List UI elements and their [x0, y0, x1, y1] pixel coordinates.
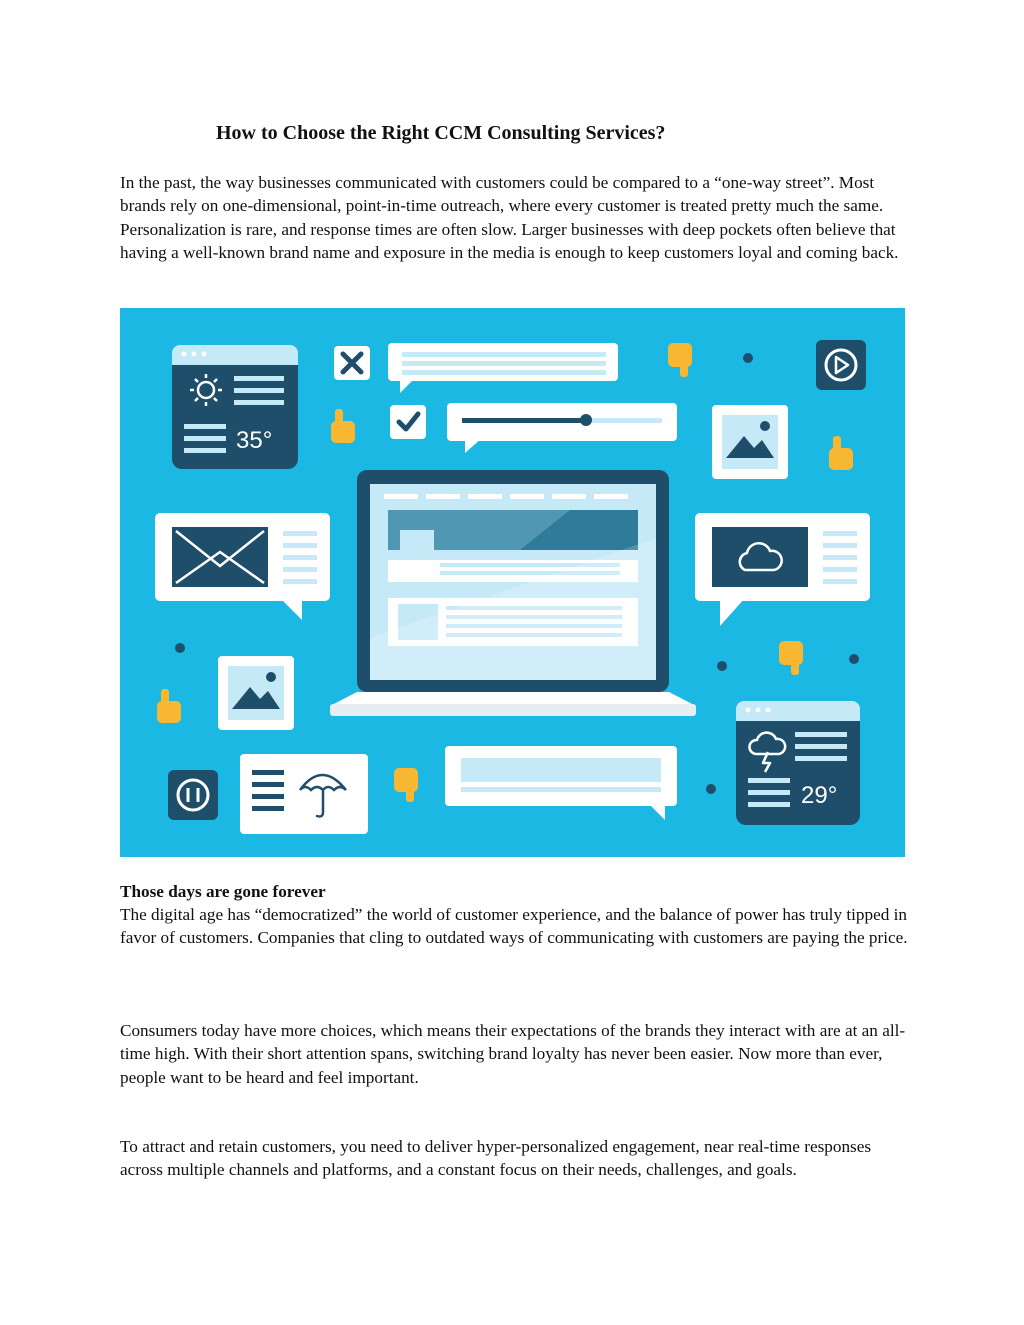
pause-button-icon — [168, 770, 218, 820]
weather-card-right — [736, 701, 860, 825]
envelope-icon — [172, 527, 268, 587]
section-heading: Those days are gone forever — [120, 882, 326, 901]
temperature-right: 29° — [801, 782, 838, 809]
checkmark-icon — [390, 405, 426, 439]
umbrella-card — [240, 754, 368, 834]
image-icon — [218, 656, 294, 730]
paragraph-1: The digital age has “democratized” the world of customer experience, and the balance of power has truly tipped in favor of customers. Companies that cling to outdated ways of communicating with customers are paying the price. — [120, 905, 908, 948]
laptop-icon — [330, 470, 696, 716]
paragraph-2: Consumers today have more choices, which means their expectations of the brands they interact with are at an all-time high. With their short attention spans, switching brand loyalty has never been easier. Now more than ever, people want to be heard and feel important. — [120, 1021, 906, 1087]
image-icon — [712, 405, 788, 479]
paragraph-3: To attract and retain customers, you need to deliver hyper-personalized engagement, near real-time responses across multiple channels and platforms, and a constant focus on their needs, challenges, and goals. — [120, 1137, 872, 1180]
play-button-icon — [816, 340, 866, 390]
temperature-left: 35° — [236, 427, 273, 454]
digital-communication-illustration — [120, 308, 905, 857]
page-title: How to Choose the Right CCM Consulting Services? — [216, 122, 666, 144]
intro-paragraph: In the past, the way businesses communicated with customers could be compared to a “one-way street”. Most brands rely on one-dimensional, point-in-time outreach, where every customer is treated pretty much the same. Personalization is rare, and response times are often slow. Larger businesses with deep pockets often believe that having a well-known brand name and exposure in the media is enough to keep customers loyal and coming back. — [120, 173, 899, 262]
close-icon — [334, 346, 370, 380]
weather-card-left — [172, 345, 298, 469]
